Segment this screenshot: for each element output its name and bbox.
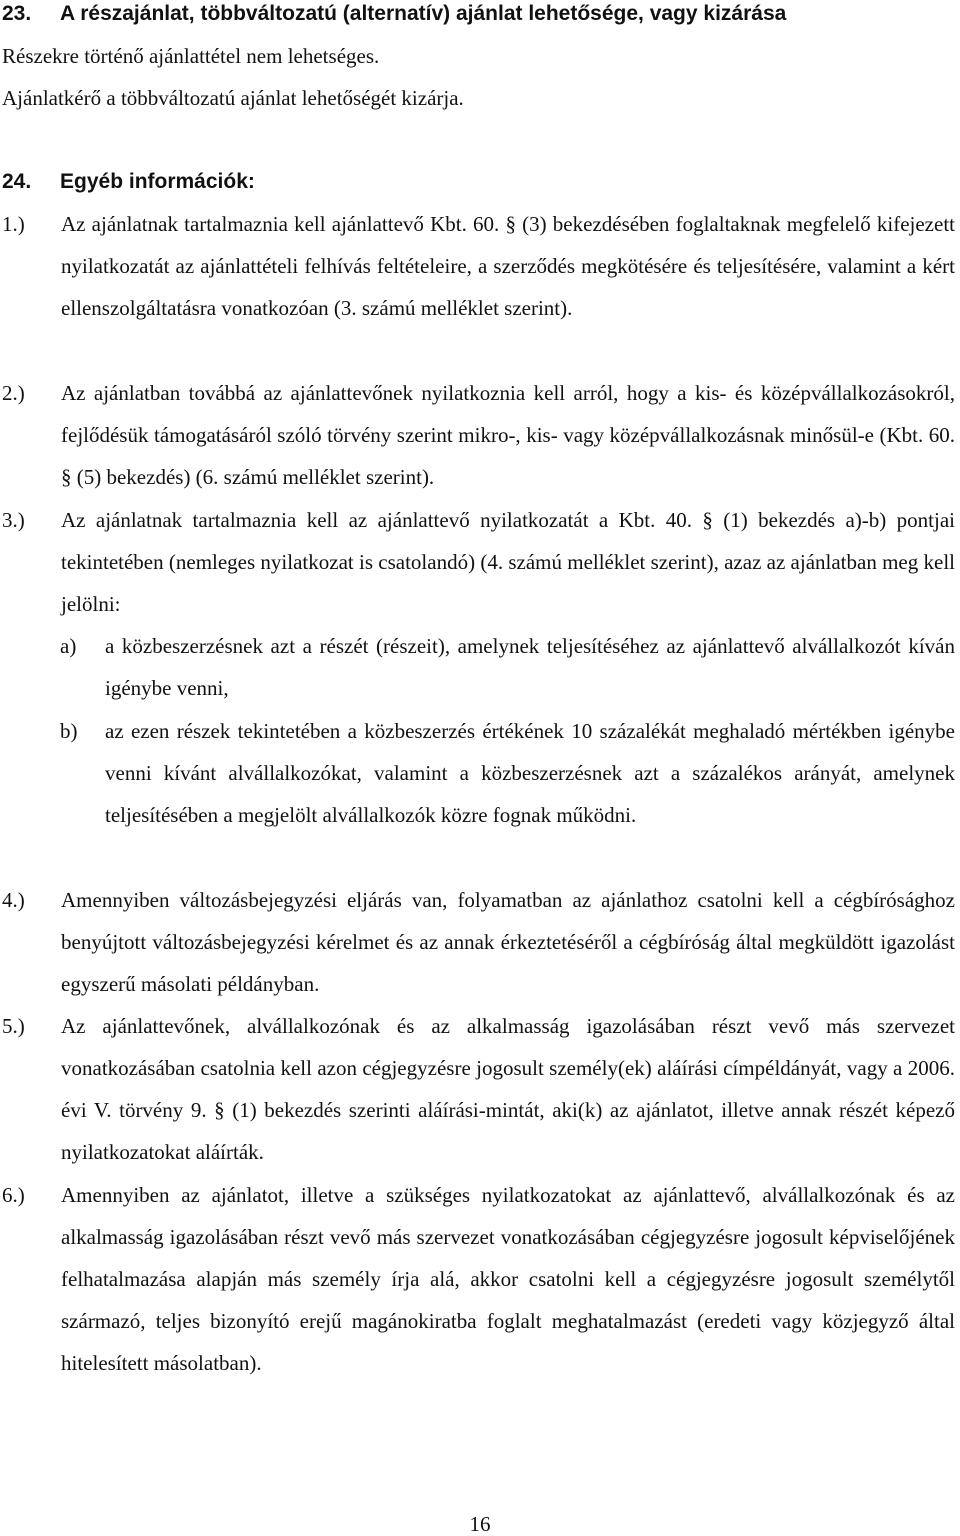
info-item-1 — [2, 212, 955, 329]
subitem-b-label: b) — [60, 719, 78, 743]
info-item-4 — [2, 888, 955, 1005]
subitem-a-text: a közbeszerzésnek azt a részét (részeit), amelynek teljesítéséhez az ajánlattevő alvállalkozót kíván igénybe venni, — [105, 634, 955, 700]
info-item-5-number: 5.) — [2, 1014, 25, 1038]
section-23-heading — [2, 2, 952, 26]
section-23-number: 23. — [2, 2, 32, 25]
subitem-a-label: a) — [60, 634, 77, 658]
info-item-1-number: 1.) — [2, 212, 25, 236]
info-item-3 — [2, 508, 955, 625]
info-item-5-text: Az ajánlattevőnek, alvállalkozónak és az alkalmasság igazolásában részt vevő más szervezet vonatkozásában csatolnia kell azon cégjegyzésre jogosult személy(ek) aláírási címpéldányát, vagy a 2006. évi V. törvény 9. § (1) bekezdés szerinti aláírási-mintát, aki(k) az ajánlatot, illetve annak részét képező nyilatkozatokat aláírták. — [61, 1014, 955, 1164]
section-23-line-2: Ajánlatkérő a többváltozatú ajánlat lehetőségét kizárja. — [2, 86, 464, 110]
info-item-3-text: Az ajánlatnak tartalmaznia kell az ajánlattevő nyilatkozatát a Kbt. 40. § (1) bekezdés a)-b) pontjai tekintetében (nemleges nyilatkozat is csatolandó) (4. számú melléklet szerint), azaz az ajánlatban meg kell jelölni: — [61, 508, 955, 616]
page-number: 16 — [469, 1512, 491, 1536]
info-item-2-text: Az ajánlatban továbbá az ajánlattevőnek nyilatkoznia kell arról, hogy a kis- és középvállalkozásokról, fejlődésük támogatásáról szóló törvény szerint mikro-, kis- vagy középvállalkozásnak minősül-e (Kbt. 60. § (5) bekezdés) (6. számú melléklet szerint). — [61, 381, 955, 489]
info-item-3-subitem-a — [60, 634, 955, 709]
subitem-b-text: az ezen részek tekintetében a közbeszerzés értékének 10 százalékát meghaladó mértékben igénybe venni kívánt alvállalkozókat, valamint a közbeszerzésnek azt a százalékos arányát, amelynek teljesítésében a megjelölt alvállalkozók közre fognak működni. — [105, 719, 955, 827]
section-24-heading — [2, 170, 952, 194]
info-item-4-number: 4.) — [2, 888, 25, 912]
info-item-3-number: 3.) — [2, 508, 25, 532]
info-item-1-text: Az ajánlatnak tartalmaznia kell ajánlattevő Kbt. 60. § (3) bekezdésében foglaltaknak megfelelő kifejezett nyilatkozatát az ajánlattételi felhívás feltételeire, a szerződés megkötésére és teljesítésére, valamint a kért ellenszolgáltatásra vonatkozóan (3. számú melléklet szerint). — [61, 212, 955, 320]
info-item-5 — [2, 1014, 955, 1173]
section-24-title: Egyéb információk: — [60, 170, 255, 193]
info-item-2-number: 2.) — [2, 381, 25, 405]
info-item-6-number: 6.) — [2, 1183, 25, 1207]
info-item-3-subitem-b — [60, 719, 955, 836]
section-23-line-1: Részekre történő ajánlattétel nem lehetséges. — [2, 44, 380, 68]
info-item-6 — [2, 1183, 955, 1384]
section-23-title: A részajánlat, többváltozatú (alternatív) ajánlat lehetősége, vagy kizárása — [60, 2, 787, 25]
info-item-2 — [2, 381, 955, 498]
info-item-4-text: Amennyiben változásbejegyzési eljárás van, folyamatban az ajánlathoz csatolni kell a cégbírósághoz benyújtott változásbejegyzési kérelmet és az annak érkeztetéséről a cégbíróság által megküldött igazolást egyszerű másolati példányban. — [61, 888, 955, 996]
info-item-6-text: Amennyiben az ajánlatot, illetve a szükséges nyilatkozatokat az ajánlattevő, alvállalkozónak és az alkalmasság igazolásában részt vevő más szervezet vonatkozásában cégjegyzésre jogosult képviselőjének felhatalmazása alapján más személy írja alá, akkor csatolni kell a cégjegyzésre jogosult személytől származó, teljes bizonyító erejű magánokiratba foglalt meghatalmazást (eredeti vagy közjegyző által hitelesített másolatban). — [61, 1183, 955, 1375]
section-24-number: 24. — [2, 170, 32, 193]
